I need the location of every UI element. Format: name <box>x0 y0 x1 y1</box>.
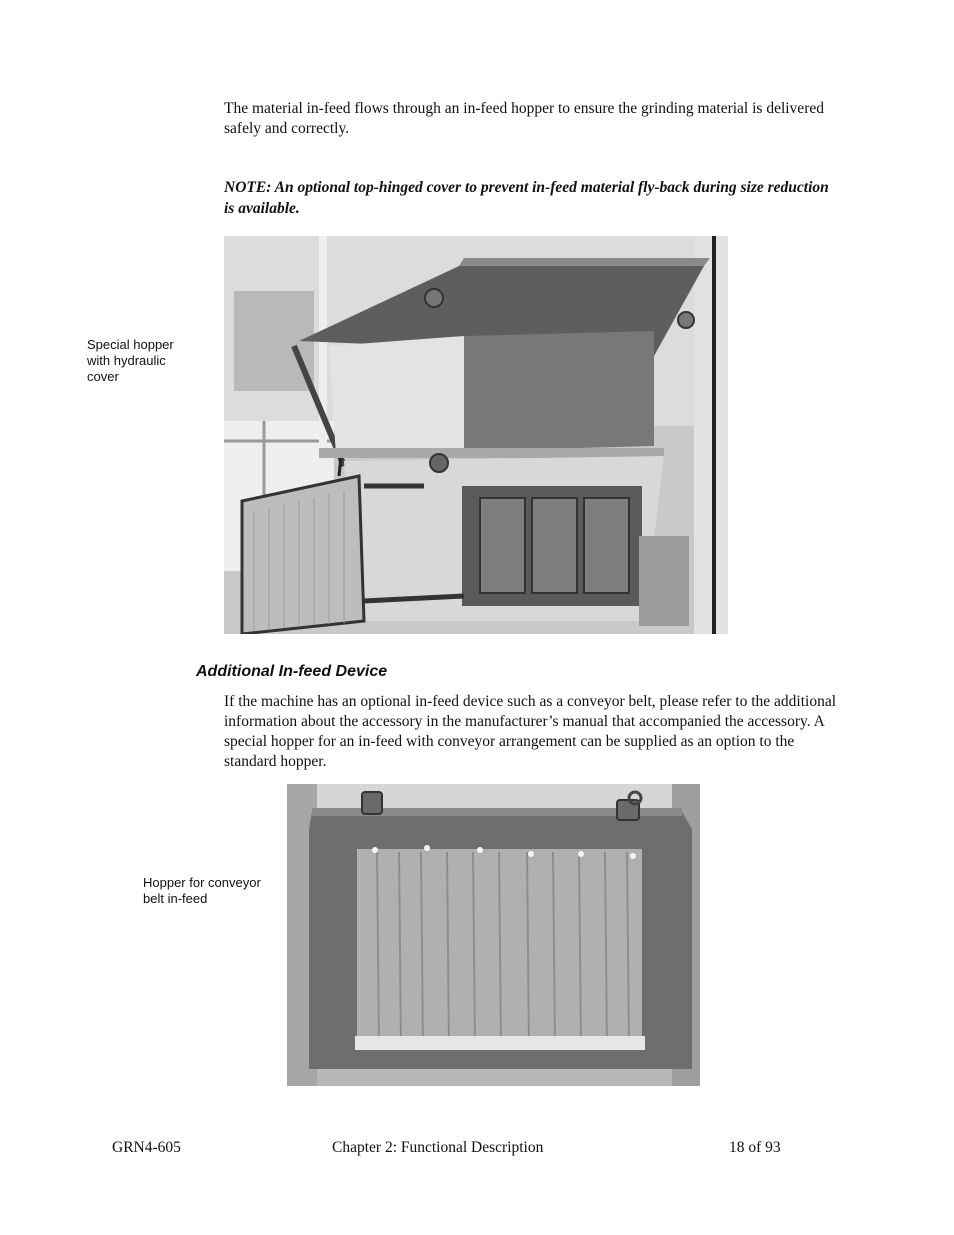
intro-paragraph: The material in-feed flows through an in-feed hopper to ensure the grinding material is delivered safely and correctly. <box>224 100 824 137</box>
figure2-caption-line: belt in-feed <box>143 891 208 906</box>
note-paragraph: NOTE: An optional top-hinged cover to prevent in-feed material fly-back during size reduction is available. <box>224 179 829 217</box>
footer-chapter: Chapter 2: Functional Description <box>332 1139 544 1156</box>
hopper-hydraulic-cover-photo <box>224 236 728 634</box>
figure2-caption <box>143 875 283 907</box>
section-body: If the machine has an optional in-feed device such as a conveyor belt, please refer to the additional information about the accessory in the manufacturer’s manual that accompanied the accessory. A special hopper for an in-feed with conveyor arrangement can be supplied as an option to the standard hopper. <box>224 693 837 770</box>
footer-doc-id: GRN4-605 <box>112 1139 181 1156</box>
figure1-caption-line: Special hopper <box>87 337 174 352</box>
footer-page-number: 18 of 93 <box>729 1139 781 1156</box>
figure1-caption <box>87 337 217 385</box>
conveyor-hopper-photo <box>287 784 700 1086</box>
figure2-caption-line: Hopper for conveyor <box>143 875 261 890</box>
figure1-caption-line: with hydraulic <box>87 353 166 368</box>
figure1-caption-line: cover <box>87 369 119 384</box>
section-heading: Additional In-feed Device <box>196 663 388 680</box>
